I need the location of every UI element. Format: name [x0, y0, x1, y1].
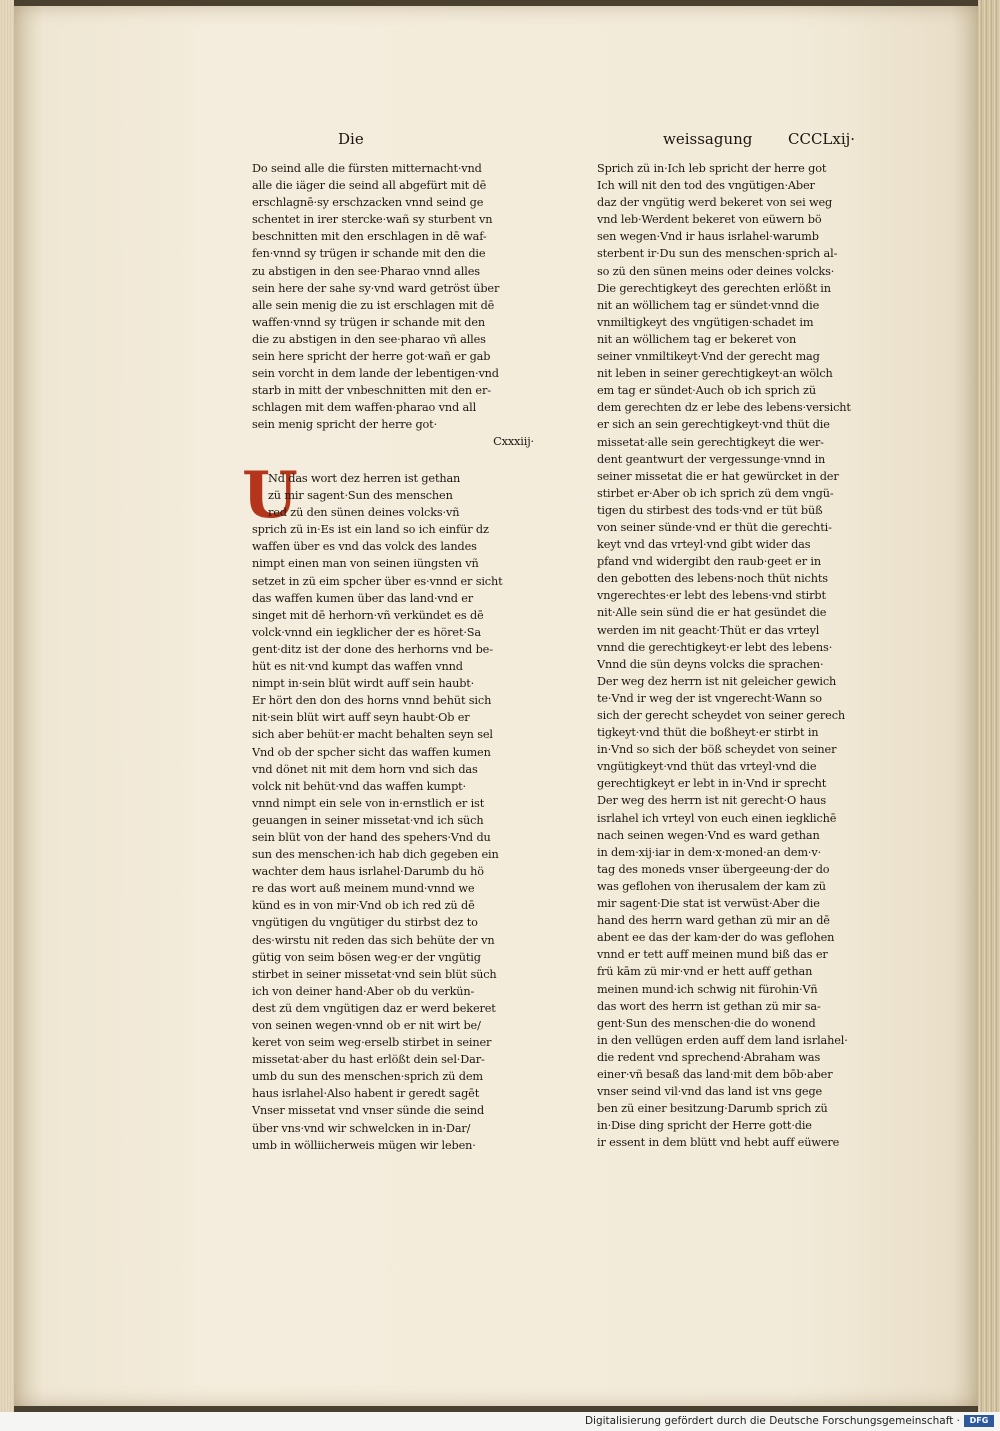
- text-line: abent ee das der kam·der do was geflohen: [597, 931, 835, 945]
- text-line: vnnd die gerechtigkeyt·er lebt des lebens·: [597, 640, 833, 654]
- text-line: red zü den sünen deines volcks·vñ: [268, 506, 460, 520]
- text-line: gent·ditz ist der done des herhorns vnd be-: [252, 642, 493, 656]
- decorated-initial: U: [242, 458, 298, 533]
- text-line: nit·sein blüt wirt auff seyn haubt·Ob er: [252, 711, 470, 725]
- text-line: vngütigen du vngütiger du stirbst dez to: [252, 916, 478, 930]
- text-line: sich aber behüt·er macht behalten seyn sel: [252, 728, 493, 742]
- text-line: missetat·aber du hast erlößt dein sel·Dar-: [252, 1053, 485, 1067]
- text-line: vngütigkeyt·vnd thüt das vrteyl·vnd die: [597, 760, 817, 774]
- dfg-logo: DFG: [964, 1415, 994, 1427]
- text-line: tigkeyt·vnd thüt die boßheyt·er stirbt in: [597, 726, 819, 740]
- text-line: mir sagent·Die stat ist verwüst·Aber die: [597, 897, 820, 911]
- text-line: starb in mitt der vnbeschnitten mit den er-: [252, 384, 491, 398]
- text-line: nit leben in seiner gerechtigkeyt·an wölch: [597, 367, 833, 381]
- text-line: keyt vnd das vrteyl·vnd gibt wider das: [597, 538, 811, 552]
- text-line: schentet in irer stercke·wañ sy sturbent vn: [252, 213, 493, 227]
- text-line: ich von deiner hand·Aber ob du verkün-: [252, 984, 475, 998]
- text-line: daz der vngütig werd bekeret von sei weg: [597, 196, 833, 210]
- text-line: gent·Sun des menschen·die do wonend: [597, 1016, 816, 1030]
- text-line: vnd dönet nit mit dem horn vnd sich das: [252, 762, 478, 776]
- text-line: werden im nit geacht·Thüt er das vrteyl: [597, 623, 820, 637]
- text-line: seiner missetat die er hat gewürcket in der: [597, 469, 839, 483]
- text-line: die zu abstigen in den see·pharao vñ alles: [252, 332, 486, 346]
- text-line: sein blüt von der hand des spehers·Vnd du: [252, 830, 491, 844]
- chapter-marker-row: [252, 433, 542, 450]
- text-line: sein here spricht der herre got·wañ er gab: [252, 350, 491, 364]
- text-line: was geflohen von iherusalem der kam zü: [597, 879, 826, 893]
- page-edge-right: [978, 0, 1000, 1412]
- text-line: singet mit dē herhorn·vñ verkündet es dē: [252, 608, 484, 622]
- text-line: er sich an sein gerechtigkeyt·vnd thüt die: [597, 418, 830, 432]
- text-line: fen·vnnd sy trügen ir schande mit den die: [252, 247, 486, 261]
- folio-number: CCCLxij·: [788, 130, 856, 148]
- text-line: sun des menschen·ich hab dich gegeben ein: [252, 848, 499, 862]
- text-line: sen wegen·Vnd ir haus isrlahel·warumb: [597, 230, 819, 244]
- text-line: in·Dise ding spricht der Herre gott·die: [597, 1119, 812, 1133]
- text-line: pfand vnd widergibt den raub·geet er in: [597, 555, 821, 569]
- right-column: [597, 160, 897, 1151]
- text-line: geuangen in seiner missetat·vnd ich süch: [252, 813, 484, 827]
- text-line: gerechtigkeyt er lebt in in·Vnd ir sprecht: [597, 777, 827, 791]
- text-line: em tag er sündet·Auch ob ich sprich zü: [597, 384, 816, 398]
- text-line: das waffen kumen über das land·vnd er: [252, 591, 474, 605]
- text-line: sein vorcht in dem lande der lebentigen·vnd: [252, 367, 499, 381]
- text-line: die redent vnd sprechend·Abraham was: [597, 1050, 821, 1064]
- text-line: umb du sun des menschen·sprich zü dem: [252, 1070, 483, 1084]
- text-line: vnser seind vil·vnd das land ist vns gege: [597, 1085, 823, 1099]
- text-line: nit an wöllichem tag er bekeret von: [597, 332, 797, 346]
- text-line: te·Vnd ir weg der ist vngerecht·Wann so: [597, 691, 822, 705]
- text-line: tag des moneds vnser übergeeung·der do: [597, 862, 830, 876]
- text-line: vnd leb·Werdent bekeret von eüwern bö: [597, 213, 822, 227]
- text-line: vngerechtes·er lebt des lebens·vnd stirbt: [597, 589, 826, 603]
- text-line: sprich zü in·Es ist ein land so ich einfür dz: [252, 523, 489, 537]
- text-line: Sprich zü in·Ich leb spricht der herre got: [597, 162, 827, 175]
- text-line: Der weg dez herrn ist nit geleicher gewich: [597, 674, 837, 688]
- text-line: keret von seim weg·erselb stirbet in seiner: [252, 1036, 492, 1050]
- text-line: alle die iäger die seind all abgefürt mit dē: [252, 179, 487, 193]
- text-line: sein here der sahe sy·vnd ward getröst über: [252, 281, 500, 295]
- text-line: Do seind alle die fürsten mitternacht·vnd: [252, 162, 482, 175]
- text-line: in·Vnd so sich der böß scheydet von seiner: [597, 743, 837, 757]
- page-edge-left: [0, 0, 14, 1412]
- text-line: stirbet in seiner missetat·vnd sein blüt süch: [252, 967, 497, 981]
- text-line: frü kām zü mir·vnd er hett auff gethan: [597, 965, 813, 979]
- text-line: nit·Alle sein sünd die er hat gesündet die: [597, 606, 827, 620]
- text-line: künd es in von mir·Vnd ob ich red zü dē: [252, 899, 475, 913]
- text-line: setzet in zü eim spcher über es·vnnd er sicht: [252, 574, 503, 588]
- text-line: Vnnd die sün deyns volcks die sprachen·: [597, 657, 824, 671]
- text-line: nit an wöllichem tag er sündet·vnnd die: [597, 298, 820, 312]
- text-line: einer·vñ besaß das land·mit dem bōb·aber: [597, 1067, 833, 1081]
- text-line: sein menig spricht der herre got·: [252, 418, 438, 432]
- text-line: hüt es nit·vnd kumpt das waffen vnnd: [252, 660, 463, 674]
- text-line: in dem·xij·iar in dem·x·moned·an dem·v·: [597, 845, 822, 859]
- text-line: nimpt einen man von seinen iüngsten vñ: [252, 557, 479, 571]
- text-line: sich der gerecht scheydet von seiner gerech: [597, 709, 846, 722]
- text-line: missetat·alle sein gerechtigkeyt die wer-: [597, 435, 824, 449]
- text-line: in den vellügen erden auff dem land isrlahel·: [597, 1033, 848, 1047]
- funding-note: Digitalisierung gefördert durch die Deutsche Forschungsgemeinschaft ·: [584, 1415, 960, 1427]
- text-line: volck·vnnd ein iegklicher der es höret·Sa: [252, 625, 481, 639]
- text-line: das wort des herrn ist gethan zü mir sa-: [597, 999, 821, 1013]
- chapter-marker: Cxxxiij·: [493, 435, 534, 448]
- text-line: erschlagnē·sy erschzacken vnnd seind ge: [252, 196, 484, 210]
- text-line: ben zü einer besitzung·Darumb sprich zü: [597, 1102, 828, 1116]
- left-column: [252, 160, 552, 434]
- text-line: vnnd nimpt ein sele von in·ernstlich er ist: [252, 796, 485, 810]
- text-line: Ich will nit den tod des vngütigen·Aber: [597, 179, 815, 193]
- text-line: waffen über es vnd das volck des landes: [252, 540, 477, 554]
- text-line: haus isrlahel·Also habent ir geredt sagēt: [252, 1087, 480, 1101]
- footer-bar: [0, 1412, 1000, 1431]
- text-line: stirbet er·Aber ob ich sprich zü dem vngü-: [597, 486, 834, 500]
- text-line: des·wirstu nit reden das sich behüte der vn: [252, 933, 495, 947]
- text-line: schlagen mit dem waffen·pharao vnd all: [252, 401, 477, 415]
- text-line: zü mir sagent·Sun des menschen: [268, 489, 453, 503]
- text-line: vnmiltigkeyt des vngütigen·schadet im: [597, 315, 814, 329]
- text-line: zu abstigen in den see·Pharao vnnd alles: [252, 264, 480, 278]
- text-line: vnnd er tett auff meinen mund biß das er: [597, 948, 828, 962]
- text-line: seiner vnmiltikeyt·Vnd der gerecht mag: [597, 350, 820, 364]
- text-line: hand des herrn ward gethan zü mir an dē: [597, 914, 830, 928]
- text-line: von seiner sünde·vnd er thüt die gerechti-: [597, 520, 832, 534]
- text-line: Er hört den don des horns vnnd behüt sich: [252, 694, 492, 708]
- text-line: dest zü dem vngütigen daz er werd bekeret: [252, 1001, 496, 1015]
- text-line: nach seinen wegen·Vnd es ward gethan: [597, 828, 820, 842]
- text-line: umb in wölliicherweis mügen wir leben·: [252, 1138, 476, 1152]
- text-line: nimpt in·sein blüt wirdt auff sein haubt·: [252, 677, 475, 691]
- text-line: gütig von seim bösen weg·er der vngütig: [252, 950, 481, 964]
- text-line: Nd das wort dez herren ist gethan: [268, 472, 461, 485]
- text-line: waffen·vnnd sy trügen ir schande mit den: [252, 315, 486, 329]
- running-head-left: Die: [338, 130, 364, 148]
- running-head-center: weissagung: [663, 130, 753, 148]
- text-line: von seinen wegen·vnnd ob er nit wirt be/: [252, 1019, 481, 1032]
- text-line: alle sein menig die zu ist erschlagen mit dē: [252, 298, 495, 312]
- left-column-paragraph: [252, 470, 552, 1154]
- text-line: dem gerechten dz er lebe des lebens·versicht: [597, 401, 851, 415]
- text-line: den gebotten des lebens·noch thüt nichts: [597, 572, 828, 586]
- text-line: Vnser missetat vnd vnser sünde die seind: [252, 1104, 485, 1118]
- text-line: ir essent in dem blütt vnd hebt auff eüwere: [597, 1136, 840, 1150]
- text-line: re das wort auß meinem mund·vnnd we: [252, 882, 475, 896]
- text-line: tigen du stirbest des tods·vnd er tüt büß: [597, 503, 823, 517]
- text-line: dent geantwurt der vergessunge·vnnd in: [597, 452, 826, 466]
- text-line: so zü den sünen meins oder deines volcks·: [597, 264, 835, 278]
- text-line: Der weg des herrn ist nit gerecht·O haus: [597, 794, 827, 808]
- text-line: Die gerechtigkeyt des gerechten erlößt in: [597, 281, 831, 295]
- text-line: isrlahel ich vrteyl von euch einen iegklichē: [597, 811, 837, 825]
- text-line: Vnd ob der spcher sicht das waffen kumen: [252, 745, 491, 759]
- text-line: volck nit behüt·vnd das waffen kumpt·: [252, 779, 466, 793]
- text-line: wachter dem haus isrlahel·Darumb du hö: [252, 865, 484, 879]
- text-line: über vns·vnd wir schwelcken in in·Dar/: [252, 1121, 471, 1135]
- text-line: sterbent ir·Du sun des menschen·sprich al-: [597, 247, 838, 261]
- text-line: beschnitten mit den erschlagen in dē waf-: [252, 230, 487, 244]
- text-line: meinen mund·ich schwig nit fürohin·Vñ: [597, 982, 818, 996]
